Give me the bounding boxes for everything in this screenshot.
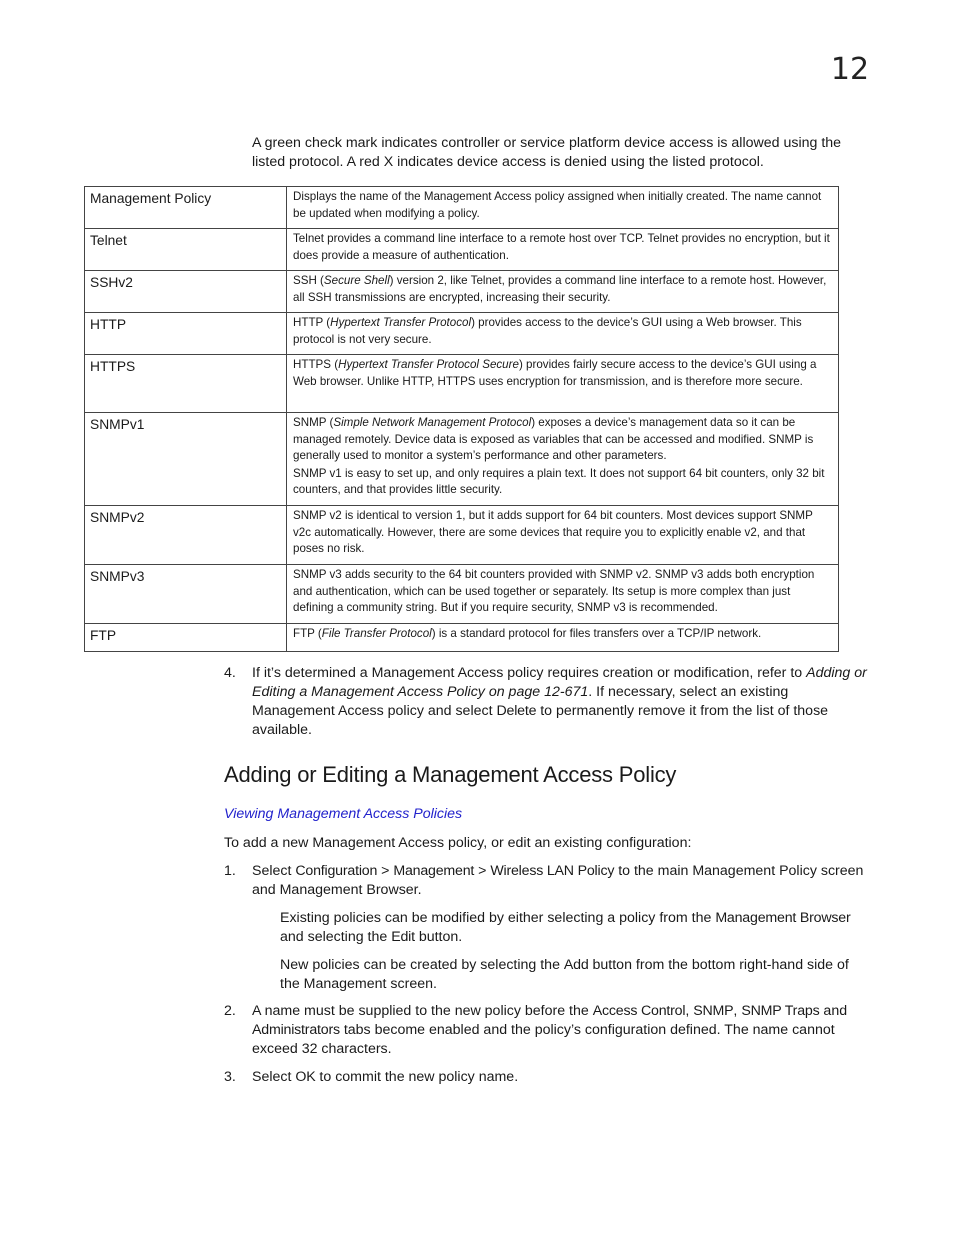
term-cell: FTP — [85, 623, 287, 651]
description-cell — [287, 355, 839, 413]
list-item-step-2 — [224, 1002, 874, 1059]
separator: , — [685, 1003, 694, 1019]
list-item-step-1 — [224, 862, 874, 900]
description-text: Displays the name of the Management Access policy assigned when initially created. The name cannot be updated when modifying a policy. — [293, 190, 822, 220]
add-label: Add — [563, 957, 589, 973]
menu-management: Management — [393, 863, 475, 879]
step-text — [252, 664, 874, 740]
list-item-step-4 — [224, 664, 874, 740]
desc-post: ) provides fairly secure access to the device’s GUI using a Web browser. Unlike HTTP, HTTPS uses encryption for transmission, and is therefore more secure. — [293, 358, 817, 388]
description-cell — [287, 506, 839, 565]
menu-configuration: Configuration — [295, 863, 378, 879]
viewing-policies-link[interactable]: Viewing Management Access Policies — [224, 806, 463, 822]
step-text-part: to the main Management Policy screen and Management Browser. — [252, 863, 864, 898]
protocol-definitions-table — [84, 186, 839, 652]
term-cell: SSHv2 — [85, 271, 287, 313]
table-row — [85, 229, 839, 271]
term-cell: Telnet — [85, 229, 287, 271]
tab-snmp-traps-label: SNMP Traps — [741, 1003, 820, 1019]
description-cell — [287, 313, 839, 355]
step-text — [252, 1068, 874, 1087]
note-text-part: and selecting the — [280, 929, 392, 945]
desc-post: ) is a standard protocol for files transfers over a TCP/IP network. — [431, 626, 762, 640]
menu-wireless-lan-policy: Wireless LAN Policy — [490, 863, 615, 879]
description-text — [293, 315, 830, 348]
tab-administrators-label: Administrators — [252, 1022, 340, 1038]
step-number: 4. — [224, 665, 236, 681]
lead-paragraph: To add a new Management Access policy, or edit an existing configuration: — [224, 835, 692, 851]
description-cell — [287, 271, 839, 313]
edit-label: Edit — [391, 929, 415, 945]
desc-emphasis: Simple Network Management Protocol — [333, 416, 532, 429]
cross-reference: Adding or Editing a Management Access Policy on page 12-671 — [252, 665, 867, 700]
tab-snmp-label: SNMP — [693, 1003, 734, 1019]
table-row — [85, 271, 839, 313]
table-row — [85, 413, 839, 506]
desc-emphasis: Hypertext Transfer Protocol — [330, 316, 472, 329]
description-cell — [287, 229, 839, 271]
separator: and — [819, 1003, 848, 1019]
intro-paragraph: A green check mark indicates controller or service platform device access is allowed using the listed protocol. A red X indicates device access is denied using the listed protocol. — [252, 135, 842, 170]
step-text — [252, 862, 874, 900]
list-item-step-3 — [224, 1068, 874, 1087]
term-cell: Management Policy — [85, 187, 287, 229]
term-cell: SNMPv3 — [85, 565, 287, 624]
description-cell — [287, 565, 839, 624]
step-text-part: . If necessary, select an existing Management Access policy and select — [252, 684, 789, 719]
section-heading: Adding or Editing a Management Access Policy — [224, 762, 677, 787]
note-text-part: New policies can be created by selecting the — [280, 957, 564, 973]
table-row — [85, 313, 839, 355]
step-1-note-existing — [280, 909, 872, 947]
desc-pre: HTTPS ( — [293, 358, 339, 371]
ok-label: OK — [295, 1069, 316, 1085]
desc-pre: HTTP ( — [293, 316, 331, 329]
step-text-part: Select — [252, 863, 296, 879]
description-text — [293, 415, 830, 465]
tab-access-control-label: Access Control — [592, 1003, 686, 1019]
step-text-part: Select — [252, 1069, 296, 1085]
desc-post: ) version 2, like Telnet, provides a command line interface to a remote host. However, all SSH transmissions are encrypted, increasing their security. — [293, 274, 827, 304]
description-text: SNMP v2 is identical to version 1, but it adds support for 64 bit counters. Most devices support SNMP v2c automatically. However, there are some devices that require you to explicitly enable v2, and that poses no risk. — [293, 509, 813, 555]
step-text-part: to commit the new policy name. — [315, 1069, 519, 1085]
separator: , — [733, 1003, 742, 1019]
step-text-part: to permanently remove it from the list of those available. — [252, 703, 829, 738]
step-text — [252, 1002, 874, 1059]
separator: > — [377, 863, 394, 879]
term-cell: HTTPS — [85, 355, 287, 413]
management-browser-label: Management Browser — [715, 910, 851, 926]
description-cell — [287, 187, 839, 229]
description-text: Telnet provides a command line interface to a remote host over TCP. Telnet provides no encryption, but it does provide a measure of authentication. — [293, 232, 830, 262]
step-number: 3. — [224, 1069, 236, 1085]
desc-emphasis: File Transfer Protocol — [321, 626, 432, 640]
desc-post: ) exposes a device’s management data so it can be managed remotely. Device data is exposed as variables that can be accessed and modified. SNMP is generally used to monitor a system’s performance and other parameters. — [293, 416, 814, 462]
description-text: SNMP v3 adds security to the 64 bit counters provided with SNMP v2. SNMP v3 adds both encryption and authentication, which can be used together or separately. Its setup is more complex than just defining a community string. But if you require security, SNMP v3 is recommended. — [293, 568, 815, 614]
note-text-part: button. — [414, 929, 463, 945]
term-cell: HTTP — [85, 313, 287, 355]
table-row — [85, 565, 839, 624]
table-row — [85, 506, 839, 565]
note-text-part: Existing policies can be modified by either selecting a policy from the — [280, 910, 716, 926]
description-cell — [287, 413, 839, 506]
description-text-extra: SNMP v1 is easy to set up, and only requires a plain text. It does not support 64 bit counters, only 32 bit counters, and that provides little security. — [293, 466, 825, 496]
desc-pre: SSH ( — [293, 274, 324, 287]
description-cell — [287, 623, 839, 651]
step-text-part: A name must be supplied to the new policy before the — [252, 1003, 593, 1019]
desc-emphasis: Hypertext Transfer Protocol Secure — [338, 358, 519, 371]
step-number: 2. — [224, 1003, 236, 1019]
desc-post: ) provides access to the device’s GUI using a Web browser. This protocol is not very secure. — [293, 316, 802, 346]
step-number: 1. — [224, 863, 236, 879]
desc-emphasis: Secure Shell — [323, 274, 390, 287]
step-1-note-new — [280, 956, 872, 994]
description-text — [293, 357, 830, 390]
term-cell: SNMPv1 — [85, 413, 287, 506]
term-cell: SNMPv2 — [85, 506, 287, 565]
table-row — [85, 623, 839, 651]
desc-pre: FTP ( — [293, 626, 322, 640]
separator: > — [474, 863, 491, 879]
step-text-part: If it’s determined a Management Access policy requires creation or modification, refer to — [252, 665, 807, 681]
desc-pre: SNMP ( — [293, 416, 334, 429]
description-text — [293, 626, 830, 643]
chapter-number: 12 — [830, 52, 870, 87]
note-text-part: button from the bottom right-hand side of the Management screen. — [280, 957, 849, 992]
delete-label: Delete — [496, 703, 537, 719]
description-text — [293, 273, 830, 306]
table-row — [85, 355, 839, 413]
step-text-part: tabs become enabled and the policy’s configuration defined. The name cannot exceed 32 characters. — [252, 1022, 835, 1057]
table-row — [85, 187, 839, 229]
